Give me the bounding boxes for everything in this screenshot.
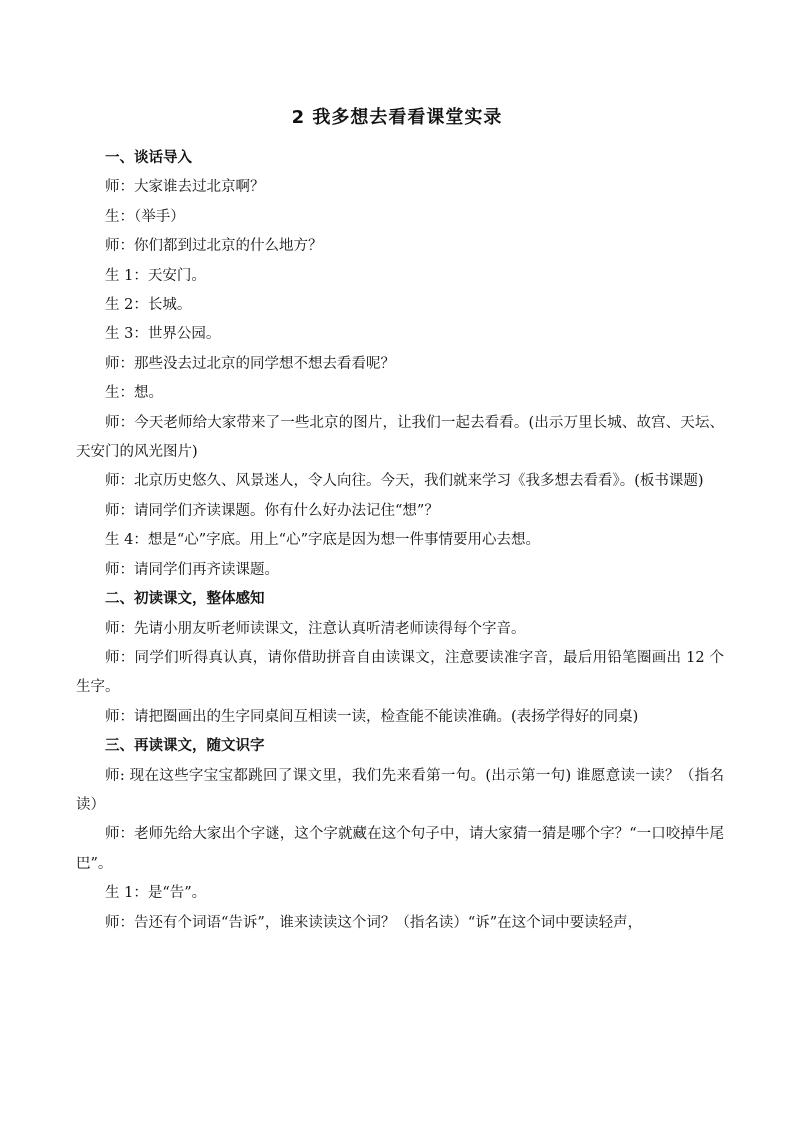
dialogue-paragraph: 生：想。 bbox=[105, 385, 163, 402]
document-body bbox=[76, 144, 724, 938]
section-heading: 一、谈话导入 bbox=[105, 150, 192, 166]
section-heading: 三、再读课文，随文识字 bbox=[105, 738, 265, 755]
dialogue-paragraph: 生 1：天安门。 bbox=[105, 267, 206, 284]
dialogue-paragraph: 师：北京历史悠久、风景迷人，令人向往。今天，我们就来学习《我多想去看看》。(板书课题) bbox=[105, 473, 704, 490]
dialogue-paragraph: 师: 现在这些字宝宝都跳回了课文里，我们先来看第一句。(出示第一句) 谁愿意读一读？（指名读） bbox=[76, 767, 724, 813]
dialogue-paragraph: 师：请把圈画出的生字同桌间互相读一读，检查能不能读准确。(表扬学得好的同桌) bbox=[105, 708, 639, 725]
dialogue-paragraph: 生 4：想是“心”字底。用上“心”字底是因为想一件事情要用心去想。 bbox=[105, 532, 540, 549]
dialogue-paragraph: 师：先请小朋友听老师读课文，注意认真听清老师读得每个字音。 bbox=[105, 620, 526, 637]
dialogue-paragraph: 师：老师先给大家出个字谜，这个字就藏在这个句子中，请大家猜一猜是哪个字？“一口咬掉牛尾巴”。 bbox=[76, 826, 724, 872]
dialogue-paragraph: 生 3：世界公园。 bbox=[105, 326, 221, 343]
dialogue-paragraph: 师：请同学们齐读课题。你有什么好办法记住“想”？ bbox=[105, 502, 439, 519]
dialogue-paragraph: 师：那些没去过北京的同学想不想去看看呢？ bbox=[105, 355, 395, 372]
dialogue-paragraph: 生：（举手） bbox=[105, 208, 185, 225]
dialogue-paragraph: 生 2：长城。 bbox=[105, 297, 192, 314]
dialogue-paragraph: 师：你们都到过北京的什么地方？ bbox=[105, 238, 323, 255]
dialogue-paragraph: 师：今天老师给大家带来了一些北京的图片，让我们一起去看看。(出示万里长城、故宫、天坛、天安门的风光图片) bbox=[76, 414, 724, 461]
dialogue-paragraph: 师：大家谁去过北京啊？ bbox=[105, 179, 265, 196]
dialogue-paragraph: 师：告还有个词语“告诉”，谁来读读这个词？（指名读）“诉”在这个词中要读轻声， bbox=[105, 914, 643, 931]
dialogue-paragraph: 师：同学们听得真认真，请你借助拼音自由读课文，注意要读准字音，最后用铅笔圈画出 12 个生字。 bbox=[76, 649, 724, 696]
dialogue-paragraph: 师：请同学们再齐读课题。 bbox=[105, 561, 279, 578]
section-heading: 二、初读课文，整体感知 bbox=[105, 591, 265, 608]
page-title: 2 我多想去看看课堂实录 bbox=[291, 107, 503, 128]
dialogue-paragraph: 生 1：是“告”。 bbox=[105, 885, 207, 902]
